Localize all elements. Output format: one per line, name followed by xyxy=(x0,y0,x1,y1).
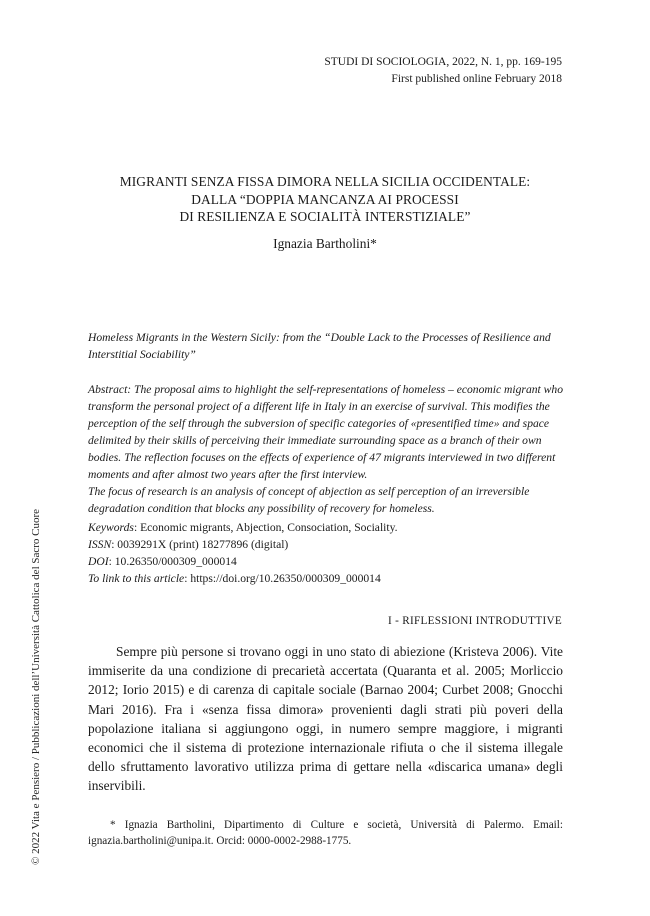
publication-date: First published online February 2018 xyxy=(391,73,562,85)
article-title xyxy=(88,173,562,226)
section-heading: I - RIFLESSIONI INTRODUTTIVE xyxy=(387,615,562,627)
author-name: Ignazia Bartholini* xyxy=(273,236,377,251)
article-metadata xyxy=(88,519,568,587)
footnote: * Ignazia Bartholini, Dipartimento di Culture e società, Università di Palermo. Email: ignazia.bartholini@unipa.it. Orcid: 0000-0002-2988-1775. xyxy=(88,819,563,847)
english-title: Homeless Migrants in the Western Sicily: from the “Double Lack to the Processes of Resilience and Interstitial Sociability” xyxy=(88,331,551,361)
keywords-line xyxy=(88,519,568,536)
doi-value: : 10.26350/000309_000014 xyxy=(108,555,237,568)
doi-label: DOI xyxy=(88,555,109,568)
abstract-paragraph-2: The focus of research is an analysis of concept of abjection as self perception of an irreversible degradation condition that blocks any possibility of recovery for homeless. xyxy=(88,485,530,515)
link-line xyxy=(88,570,568,587)
title-line-3: DI RESILIENZA E SOCIALITÀ INTERSTIZIALE” xyxy=(179,209,471,224)
link-value[interactable]: : https://doi.org/10.26350/000309_000014 xyxy=(184,572,381,585)
journal-citation: STUDI DI SOCIOLOGIA, 2022, N. 1, pp. 169-195 xyxy=(324,56,562,68)
copyright-side-note: © 2022 Vita e Pensiero / Pubblicazioni dell’Università Cattolica del Sacro Cuore xyxy=(30,508,42,865)
keywords-label: Keywords xyxy=(88,521,134,534)
doi-line xyxy=(88,553,568,570)
abstract-paragraph-1: Abstract: The proposal aims to highlight the self-representations of homeless – economic migrant who transform the personal project of a different life in Italy in an exercise of survival. This modifies the perception of the self through the subversion of specific categories of «presentified time» and space delimited by their skills of perceiving their immediate surrounding space as a branch of their own bodies. The reflection focuses on the effects of experience of 47 migrants interviewed in two different moments and after almost two years after the first interview. xyxy=(88,383,563,481)
issn-value: : 0039291X (print) 18277896 (digital) xyxy=(111,538,289,551)
link-label: To link to this article xyxy=(88,572,185,585)
abstract xyxy=(88,381,568,517)
issn-label: ISSN xyxy=(88,538,112,551)
title-line-2: DALLA “DOPPIA MANCANZA AI PROCESSI xyxy=(191,191,459,207)
title-line-1: MIGRANTI SENZA FISSA DIMORA NELLA SICILIA OCCIDENTALE: xyxy=(119,174,531,189)
keywords-value: : Economic migrants, Abjection, Consociation, Sociality. xyxy=(133,521,398,534)
body-paragraph: Sempre più persone si trovano oggi in uno stato di abiezione (Kristeva 2006). Vite immiserite da una condizione di precarietà accertata (Quaranta et al. 2005; Morliccio 2012; Iorio 2015) e di carenza di capitale sociale (Barnao 2004; Curbet 2008; Gnocchi Mari 2016). Fra i «senza fissa dimora» provenienti dagli strati più poveri della popolazione italiana si aggiungono oggi, in numero sempre maggiore, i migranti economici che il sistema di protezione internazionale rifiuta o che il sistema illegale dello sfruttamento lavorativo utilizza prima di gettare nella «discarica umana» degli inservibili. xyxy=(88,644,563,794)
issn-line xyxy=(88,536,568,553)
journal-header xyxy=(324,54,562,88)
